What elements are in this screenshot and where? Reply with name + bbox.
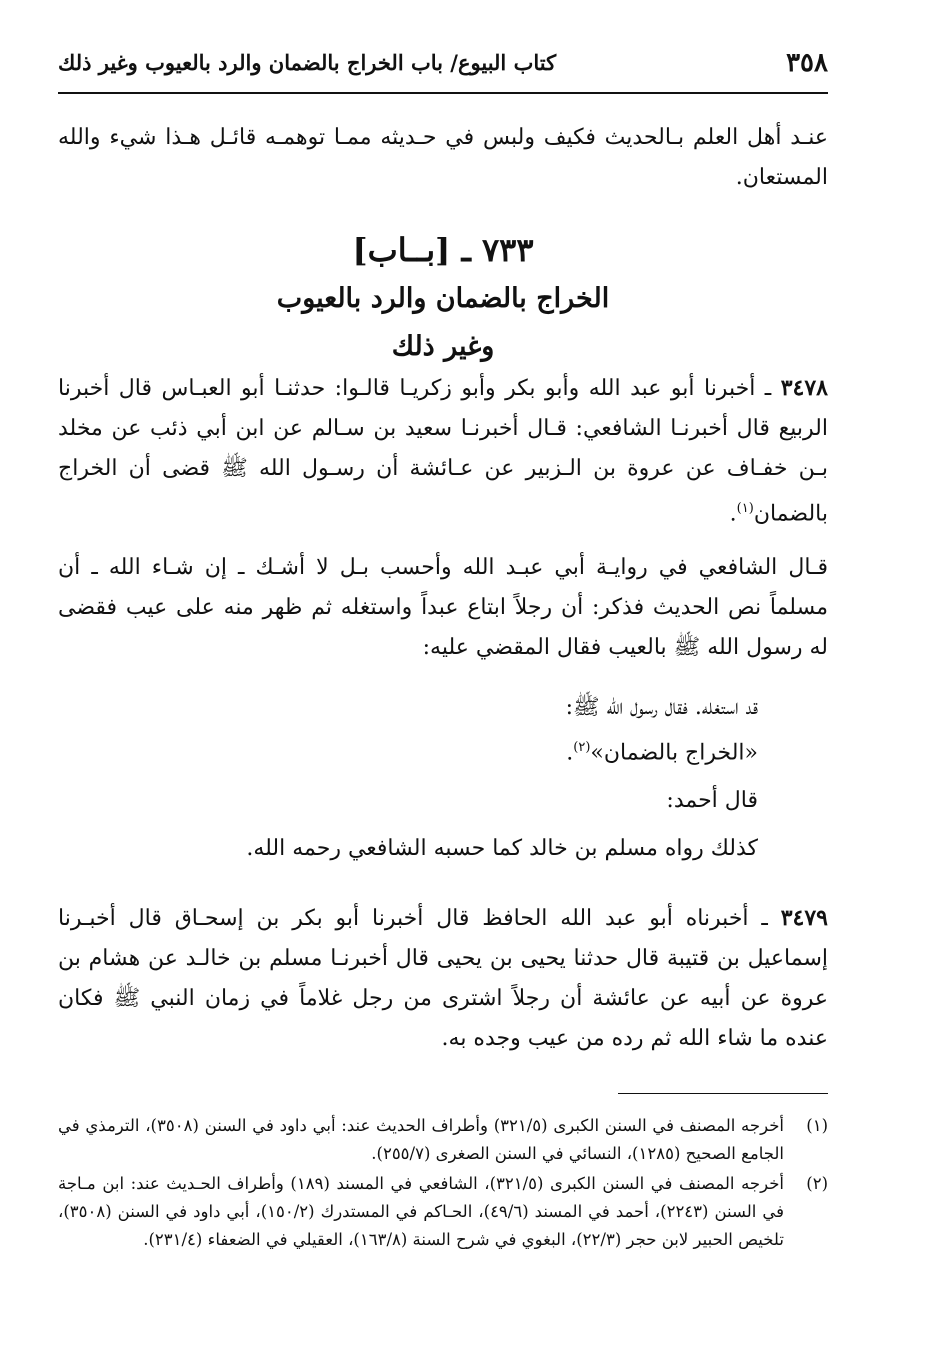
footnote-number: (١) <box>806 1116 828 1135</box>
hadith-number: ٣٤٧٩ <box>780 905 828 931</box>
footnote <box>58 1170 828 1254</box>
sentence-end: . <box>566 740 574 766</box>
chapter-heading <box>58 225 828 371</box>
footnote-ref: (١) <box>736 501 754 516</box>
shafii-paragraph: قـال الشافعي في روايـة أبي عبـد الله وأحسب بـل لا أشـك ـ إن شـاء الله ـ أن مسلماً نص الحديث فذكر: أن رجلاً ابتاع عبداً واستغله ثم ظهر منه على عيب فقضى له رسول الله ﷺ بالعيب فقال المقضي عليه: <box>58 555 828 660</box>
hadith-number: ٣٤٧٨ <box>780 375 828 401</box>
footnote <box>58 1112 828 1168</box>
quote-line: قد استغله. فقال رسول الله ﷺ: <box>565 695 758 720</box>
hadith-3478 <box>58 368 828 534</box>
sentence-end: . <box>729 501 737 527</box>
quote-line: كذلك رواه مسلم بن خالد كما حسبه الشافعي رحمه الله. <box>246 836 758 862</box>
footnotes <box>58 1112 828 1256</box>
quote-text: «الخراج بالضمان» <box>590 740 758 766</box>
chapter-subtitle: وغير ذلك <box>391 331 495 362</box>
intro-paragraph: عنـد أهل العلم بـالحديث فكيف ولبس في حـديثه ممـا توهمـه قائـل هـذا شيء والله المستعان. <box>58 125 828 190</box>
page-number: ٣٥٨ <box>786 48 828 78</box>
footnote-number: (٢) <box>806 1174 828 1193</box>
quote-line: قال أحمد: <box>666 788 758 814</box>
footnote-divider <box>618 1093 828 1094</box>
quote-hadith <box>58 728 758 773</box>
hadith-text: ـ أخبرنا أبو عبد الله وأبو بكر وأبو زكريـا قالـوا: حدثنـا أبو العبـاس قال أخبرنا الربيع قال أخبرنـا الشافعي: قـال أخبرنـا سعيد بن سـالم عن ابن أبي ذئب عن مخلد بـن خفـاف عن عروة بن الـزبير عن عـائشة أن رسـول الله ﷺ قضى أن الخراج بالضمان <box>58 376 828 527</box>
page-header <box>58 42 828 94</box>
footnote-text: أخرجه المصنف في السنن الكبرى (٣٢١/٥)، الشافعي في المسند (١٨٩) وأطراف الحـديث عند: ابن مـاجة في السنن (٢٢٤٣)، أحمد في المسند (٤٩/٦)، الحـاكم في المستدرك (١٥٠/٢)، أبي داود في السنن (٣٥٠٨)، تلخيص الحبير لابن حجر (٢٢/٣)، البغوي في شرح السنة (١٦٣/٨)، العقيلي في الضعفاء (٢٣١/٤). <box>58 1174 785 1249</box>
hadith-3479 <box>58 898 828 1059</box>
footnote-ref: (٢) <box>573 740 591 755</box>
quote-block <box>58 688 758 877</box>
running-title: كتاب البيوع/ باب الخراج بالضمان والرد بالعيوب وغير ذلك <box>58 50 557 75</box>
chapter-number: ٧٣٣ ـ [بــاب] <box>352 231 534 269</box>
chapter-title: الخراج بالضمان والرد بالعيوب <box>276 283 610 314</box>
hadith-text: ـ أخبرناه أبو عبد الله الحافظ قال أخبرنا أبو بكر بن إسحـاق قال أخبـرنا إسماعيل بن قتيبة قال حدثنا يحيى بن يحيى قال أخبرنـا مسلم بن خالـد عن هشام بن عروة عن أبيه عن عائشة أن رجلاً اشترى من رجل غلاماً في زمان النبي ﷺ فكان عنده ما شاء الله ثم رده من عيب وجده به. <box>58 906 829 1051</box>
footnote-text: أخرجه المصنف في السنن الكبرى (٣٢١/٥) وأطراف الحديث عند: أبي داود في السنن (٣٥٠٨)، الترمذي في الجامع الصحيح (١٢٨٥)، النسائي في السنن الصغرى (٢٥٥/٧). <box>58 1116 784 1163</box>
